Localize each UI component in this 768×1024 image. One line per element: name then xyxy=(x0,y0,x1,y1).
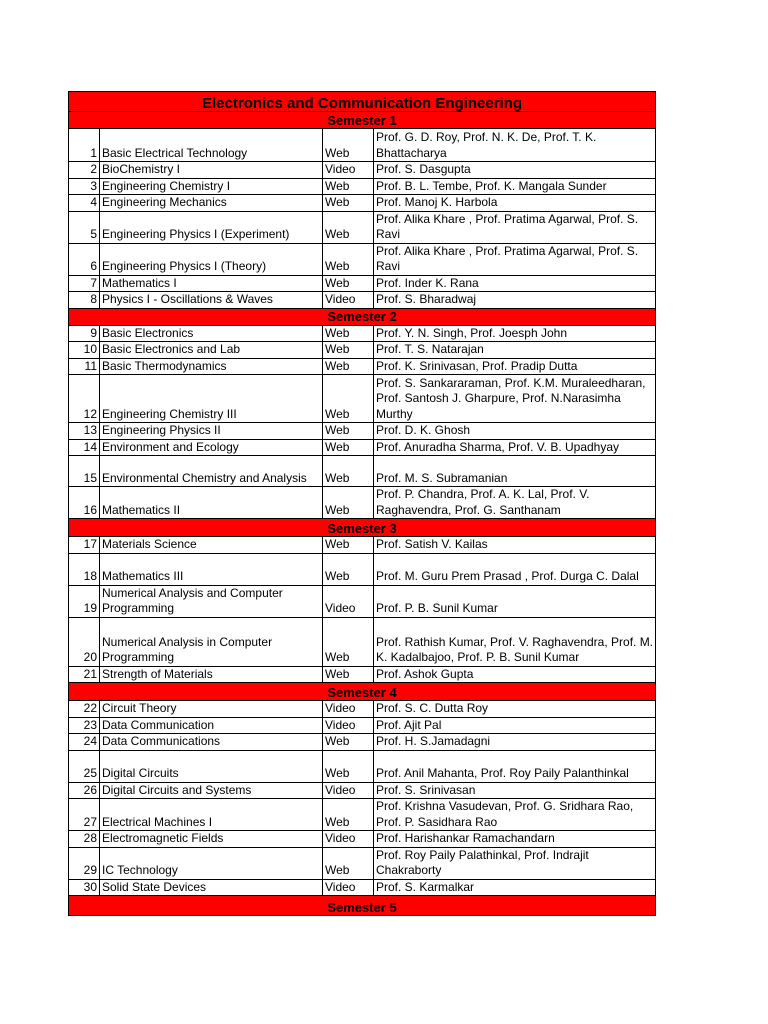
table-row xyxy=(69,375,656,423)
table-row xyxy=(69,879,656,896)
row-number: 18 xyxy=(69,553,100,585)
professors: Prof. S. Dasgupta xyxy=(374,162,656,179)
table-row xyxy=(69,129,656,162)
course-name: Basic Thermodynamics xyxy=(100,358,323,375)
row-number: 2 xyxy=(69,162,100,179)
professors: Prof. Krishna Vasudevan, Prof. G. Sridhara Rao, Prof. P. Sasidhara Rao xyxy=(374,799,656,831)
professors: Prof. Anuradha Sharma, Prof. V. B. Upadhyay xyxy=(374,439,656,456)
course-type: Web xyxy=(323,243,374,275)
course-type: Web xyxy=(323,734,374,751)
semester-label: Semester 1 xyxy=(327,112,397,128)
semester-label: Semester 4 xyxy=(327,684,397,700)
table-row xyxy=(69,211,656,243)
course-type: Web xyxy=(323,211,374,243)
professors: Prof. Ashok Gupta xyxy=(374,666,656,683)
professors: Prof. M. S. Subramanian xyxy=(374,456,656,487)
row-number: 8 xyxy=(69,292,100,309)
table-row xyxy=(69,243,656,275)
professors: Prof. T. S. Natarajan xyxy=(374,342,656,359)
course-name: Engineering Mechanics xyxy=(100,195,323,212)
course-type: Video xyxy=(323,292,374,309)
professors: Prof. Ajit Pal xyxy=(374,717,656,734)
table-row xyxy=(69,799,656,831)
course-name: Data Communication xyxy=(100,717,323,734)
table-row xyxy=(69,292,656,309)
course-name: Electrical Machines I xyxy=(100,799,323,831)
course-type: Web xyxy=(323,799,374,831)
row-number: 9 xyxy=(69,325,100,342)
professors: Prof. P. B. Sunil Kumar xyxy=(374,585,656,617)
professors: Prof. S. Bharadwaj xyxy=(374,292,656,309)
row-number: 24 xyxy=(69,734,100,751)
course-name: Circuit Theory xyxy=(100,701,323,718)
course-type: Web xyxy=(323,195,374,212)
semester-header-row xyxy=(69,112,656,129)
row-number: 15 xyxy=(69,456,100,487)
table-row xyxy=(69,342,656,359)
row-number: 10 xyxy=(69,342,100,359)
table-row xyxy=(69,358,656,375)
semester-label: Semester 3 xyxy=(327,520,397,536)
course-type: Web xyxy=(323,358,374,375)
professors: Prof. Inder K. Rana xyxy=(374,275,656,292)
semester-header-row xyxy=(69,519,656,537)
table-row xyxy=(69,178,656,195)
course-type: Web xyxy=(323,342,374,359)
row-number: 19 xyxy=(69,585,100,617)
row-number: 17 xyxy=(69,537,100,554)
table-row xyxy=(69,537,656,554)
course-type: Video xyxy=(323,585,374,617)
semester-header xyxy=(69,683,656,701)
course-type: Web xyxy=(323,129,374,162)
professors: Prof. Anil Mahanta, Prof. Roy Paily Palanthinkal xyxy=(374,750,656,782)
row-number: 25 xyxy=(69,750,100,782)
course-name: Digital Circuits and Systems xyxy=(100,782,323,799)
professors: Prof. Rathish Kumar, Prof. V. Raghavendra, Prof. M. K. Kadalbajoo, Prof. P. B. Sunil Kumar xyxy=(374,617,656,666)
course-type: Video xyxy=(323,782,374,799)
course-type: Web xyxy=(323,537,374,554)
professors: Prof. Harishankar Ramachandarn xyxy=(374,831,656,848)
row-number: 22 xyxy=(69,701,100,718)
professors: Prof. S. Karmalkar xyxy=(374,879,656,896)
course-table-body xyxy=(69,92,656,916)
title-row xyxy=(69,92,656,112)
course-name: Numerical Analysis in Computer Programming xyxy=(100,617,323,666)
course-name: Engineering Physics I (Experiment) xyxy=(100,211,323,243)
table-row xyxy=(69,423,656,440)
course-name: Engineering Physics II xyxy=(100,423,323,440)
course-type: Web xyxy=(323,750,374,782)
course-type: Web xyxy=(323,439,374,456)
professors: Prof. P. Chandra, Prof. A. K. Lal, Prof. V. Raghavendra, Prof. G. Santhanam xyxy=(374,487,656,519)
row-number: 14 xyxy=(69,439,100,456)
page-title: Electronics and Communication Engineering xyxy=(69,92,656,112)
course-type: Web xyxy=(323,423,374,440)
semester-header-row xyxy=(69,683,656,701)
course-type: Web xyxy=(323,617,374,666)
semester-label: Semester 5 xyxy=(327,899,397,915)
professors: Prof. S. Srinivasan xyxy=(374,782,656,799)
course-name: Mathematics III xyxy=(100,553,323,585)
table-row xyxy=(69,195,656,212)
table-row xyxy=(69,717,656,734)
course-name: Mathematics I xyxy=(100,275,323,292)
row-number: 12 xyxy=(69,375,100,423)
semester-header-row xyxy=(69,308,656,325)
course-name: Environmental Chemistry and Analysis xyxy=(100,456,323,487)
course-type: Web xyxy=(323,456,374,487)
professors: Prof. Manoj K. Harbola xyxy=(374,195,656,212)
row-number: 23 xyxy=(69,717,100,734)
course-name: Strength of Materials xyxy=(100,666,323,683)
professors: Prof. S. Sankararaman, Prof. K.M. Muraleedharan, Prof. Santosh J. Gharpure, Prof. N.Narasimha Murthy xyxy=(374,375,656,423)
course-name: Electromagnetic Fields xyxy=(100,831,323,848)
professors: Prof. Alika Khare , Prof. Pratima Agarwal, Prof. S. Ravi xyxy=(374,243,656,275)
semester-header xyxy=(69,519,656,537)
course-type: Web xyxy=(323,375,374,423)
professors: Prof. G. D. Roy, Prof. N. K. De, Prof. T. K. Bhattacharya xyxy=(374,129,656,162)
semester-label: Semester 2 xyxy=(327,309,397,324)
table-row xyxy=(69,487,656,519)
course-type: Web xyxy=(323,325,374,342)
course-type: Web xyxy=(323,553,374,585)
course-type: Web xyxy=(323,487,374,519)
row-number: 4 xyxy=(69,195,100,212)
professors: Prof. D. K. Ghosh xyxy=(374,423,656,440)
row-number: 16 xyxy=(69,487,100,519)
course-name: Solid State Devices xyxy=(100,879,323,896)
professors: Prof. Y. N. Singh, Prof. Joesph John xyxy=(374,325,656,342)
course-type: Web xyxy=(323,847,374,879)
row-number: 1 xyxy=(69,129,100,162)
course-type: Video xyxy=(323,717,374,734)
semester-header xyxy=(69,308,656,325)
professors: Prof. B. L. Tembe, Prof. K. Mangala Sunder xyxy=(374,178,656,195)
table-row xyxy=(69,847,656,879)
course-name: Engineering Chemistry III xyxy=(100,375,323,423)
course-name: Basic Electronics and Lab xyxy=(100,342,323,359)
table-row xyxy=(69,750,656,782)
course-type: Web xyxy=(323,275,374,292)
semester-header xyxy=(69,112,656,129)
row-number: 7 xyxy=(69,275,100,292)
course-name: Physics I - Oscillations & Waves xyxy=(100,292,323,309)
table-row xyxy=(69,585,656,617)
course-type: Video xyxy=(323,879,374,896)
course-name: Materials Science xyxy=(100,537,323,554)
table-row xyxy=(69,734,656,751)
table-row xyxy=(69,456,656,487)
course-type: Web xyxy=(323,178,374,195)
course-name: Mathematics II xyxy=(100,487,323,519)
row-number: 11 xyxy=(69,358,100,375)
semester-header xyxy=(69,896,656,916)
row-number: 6 xyxy=(69,243,100,275)
professors: Prof. Satish V. Kailas xyxy=(374,537,656,554)
row-number: 30 xyxy=(69,879,100,896)
professors: Prof. H. S.Jamadagni xyxy=(374,734,656,751)
row-number: 27 xyxy=(69,799,100,831)
professors: Prof. Roy Paily Palathinkal, Prof. Indrajit Chakraborty xyxy=(374,847,656,879)
course-type: Video xyxy=(323,162,374,179)
professors: Prof. K. Srinivasan, Prof. Pradip Dutta xyxy=(374,358,656,375)
course-name: BioChemistry I xyxy=(100,162,323,179)
professors: Prof. M. Guru Prem Prasad , Prof. Durga C. Dalal xyxy=(374,553,656,585)
table-row xyxy=(69,162,656,179)
course-type: Video xyxy=(323,831,374,848)
table-row xyxy=(69,439,656,456)
professors: Prof. S. C. Dutta Roy xyxy=(374,701,656,718)
table-row xyxy=(69,275,656,292)
row-number: 13 xyxy=(69,423,100,440)
course-name: Environment and Ecology xyxy=(100,439,323,456)
course-name: Basic Electrical Technology xyxy=(100,129,323,162)
table-row xyxy=(69,782,656,799)
course-name: Data Communications xyxy=(100,734,323,751)
table-row xyxy=(69,325,656,342)
table-row xyxy=(69,701,656,718)
row-number: 3 xyxy=(69,178,100,195)
course-name: Digital Circuits xyxy=(100,750,323,782)
course-type: Web xyxy=(323,666,374,683)
row-number: 20 xyxy=(69,617,100,666)
row-number: 26 xyxy=(69,782,100,799)
course-name: Numerical Analysis and Computer Programming xyxy=(100,585,323,617)
row-number: 21 xyxy=(69,666,100,683)
table-row xyxy=(69,617,656,666)
course-type: Video xyxy=(323,701,374,718)
course-name: Engineering Chemistry I xyxy=(100,178,323,195)
table-row xyxy=(69,666,656,683)
course-name: IC Technology xyxy=(100,847,323,879)
course-name: Basic Electronics xyxy=(100,325,323,342)
professors: Prof. Alika Khare , Prof. Pratima Agarwal, Prof. S. Ravi xyxy=(374,211,656,243)
course-name: Engineering Physics I (Theory) xyxy=(100,243,323,275)
course-table xyxy=(68,91,656,916)
semester-header-row xyxy=(69,896,656,916)
row-number: 29 xyxy=(69,847,100,879)
row-number: 28 xyxy=(69,831,100,848)
row-number: 5 xyxy=(69,211,100,243)
table-row xyxy=(69,831,656,848)
table-row xyxy=(69,553,656,585)
